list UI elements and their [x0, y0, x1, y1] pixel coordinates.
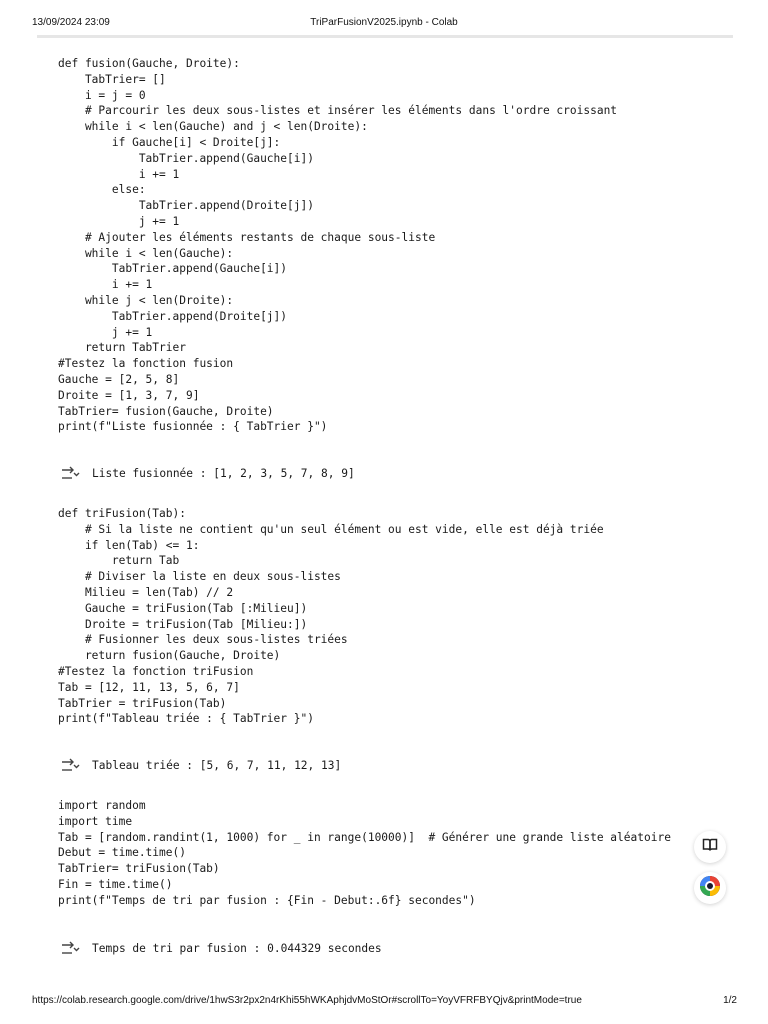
print-header: [0, 17, 768, 31]
print-date: 13/09/2024 23:09: [32, 17, 110, 28]
code-cell-timing[interactable]: [58, 798, 671, 909]
code-line: def fusion(Gauche, Droite):: [58, 57, 240, 70]
code-cell-trifusion[interactable]: [58, 506, 604, 727]
code-line: while i < len(Gauche) and j < len(Droite):: [58, 120, 368, 134]
code-line: TabTrier.append(Gauche[i]): [58, 151, 314, 165]
code-line: Gauche = triFusion(Tab [:Milieu]): [58, 601, 308, 615]
code-line: TabTrier= fusion(Gauche, Droite): [58, 404, 274, 418]
code-line: TabTrier= triFusion(Tab): [58, 862, 220, 876]
code-line: i = j = 0: [58, 88, 146, 102]
code-line: # Diviser la liste en deux sous-listes: [58, 570, 341, 584]
code-line: print(f"Liste fusionnée : { TabTrier }"): [58, 420, 328, 434]
gemini-button[interactable]: [694, 872, 726, 904]
code-line: Tab = [random.randint(1, 1000) for _ in range(10000)] # Générer une grande liste aléatoire: [58, 830, 671, 844]
code-line: return fusion(Gauche, Droite): [58, 649, 281, 663]
code-line: # Parcourir les deux sous-listes et insérer les éléments dans l'ordre croissant: [58, 104, 618, 118]
code-line: Fin = time.time(): [58, 877, 173, 891]
output-toggle-icon[interactable]: [60, 465, 80, 481]
code-line: TabTrier = triFusion(Tab): [58, 696, 227, 710]
code-line: import random: [58, 799, 146, 812]
output-area-fusion: [60, 464, 355, 482]
code-cell-fusion[interactable]: [58, 56, 617, 435]
code-line: #Testez la fonction triFusion: [58, 664, 254, 678]
code-line: import time: [58, 814, 133, 828]
code-line: # Si la liste ne contient qu'un seul élément ou est vide, elle est déjà triée: [58, 522, 604, 536]
output-toggle-icon[interactable]: [60, 940, 80, 956]
top-divider: [37, 35, 733, 38]
code-line: def triFusion(Tab):: [58, 507, 186, 520]
code-line: Debut = time.time(): [58, 846, 186, 860]
code-line: i += 1: [58, 278, 153, 292]
code-line: return TabTrier: [58, 341, 186, 355]
code-line: Droite = triFusion(Tab [Milieu:]): [58, 617, 308, 631]
code-line: TabTrier.append(Droite[j]): [58, 309, 288, 323]
gemini-icon: [699, 875, 721, 902]
code-line: j += 1: [58, 214, 180, 228]
code-line: Tab = [12, 11, 13, 5, 6, 7]: [58, 680, 240, 694]
output-area-timing: [60, 939, 382, 957]
code-line: if Gauche[i] < Droite[j]:: [58, 135, 281, 149]
code-line: j += 1: [58, 325, 153, 339]
output-toggle-icon[interactable]: [60, 757, 80, 773]
output-text: Liste fusionnée : [1, 2, 3, 5, 7, 8, 9]: [92, 466, 355, 480]
code-line: #Testez la fonction fusion: [58, 357, 234, 371]
print-footer: [0, 995, 768, 1009]
book-button[interactable]: [694, 831, 726, 863]
output-text: Tableau triée : [5, 6, 7, 11, 12, 13]: [92, 758, 342, 772]
code-line: TabTrier= []: [58, 72, 166, 86]
code-line: else:: [58, 183, 146, 197]
code-line: TabTrier.append(Droite[j]): [58, 199, 314, 213]
code-line: while i < len(Gauche):: [58, 246, 234, 260]
code-line: if len(Tab) <= 1:: [58, 538, 200, 552]
code-line: Milieu = len(Tab) // 2: [58, 585, 234, 599]
page-url: https://colab.research.google.com/drive/1hwS3r2px2n4rKhi55hWKAphjdvMoStOr#scrollTo=YoyVFRFBYQjv&printMode=true: [32, 995, 582, 1006]
code-line: Droite = [1, 3, 7, 9]: [58, 388, 200, 402]
code-line: while j < len(Droite):: [58, 293, 234, 307]
code-line: TabTrier.append(Gauche[i]): [58, 262, 288, 276]
code-line: return Tab: [58, 554, 180, 568]
code-line: print(f"Temps de tri par fusion : {Fin - Debut:.6f} secondes"): [58, 893, 476, 907]
document-title: TriParFusionV2025.ipynb - Colab: [310, 17, 458, 28]
page-number: 1/2: [723, 995, 737, 1006]
code-line: Gauche = [2, 5, 8]: [58, 372, 180, 386]
book-icon: [702, 838, 718, 857]
code-line: # Ajouter les éléments restants de chaque sous-liste: [58, 230, 436, 244]
code-line: i += 1: [58, 167, 180, 181]
output-area-trifusion: [60, 756, 341, 774]
output-text: Temps de tri par fusion : 0.044329 secondes: [92, 941, 382, 955]
code-line: print(f"Tableau triée : { TabTrier }"): [58, 712, 314, 726]
code-line: # Fusionner les deux sous-listes triées: [58, 633, 348, 647]
